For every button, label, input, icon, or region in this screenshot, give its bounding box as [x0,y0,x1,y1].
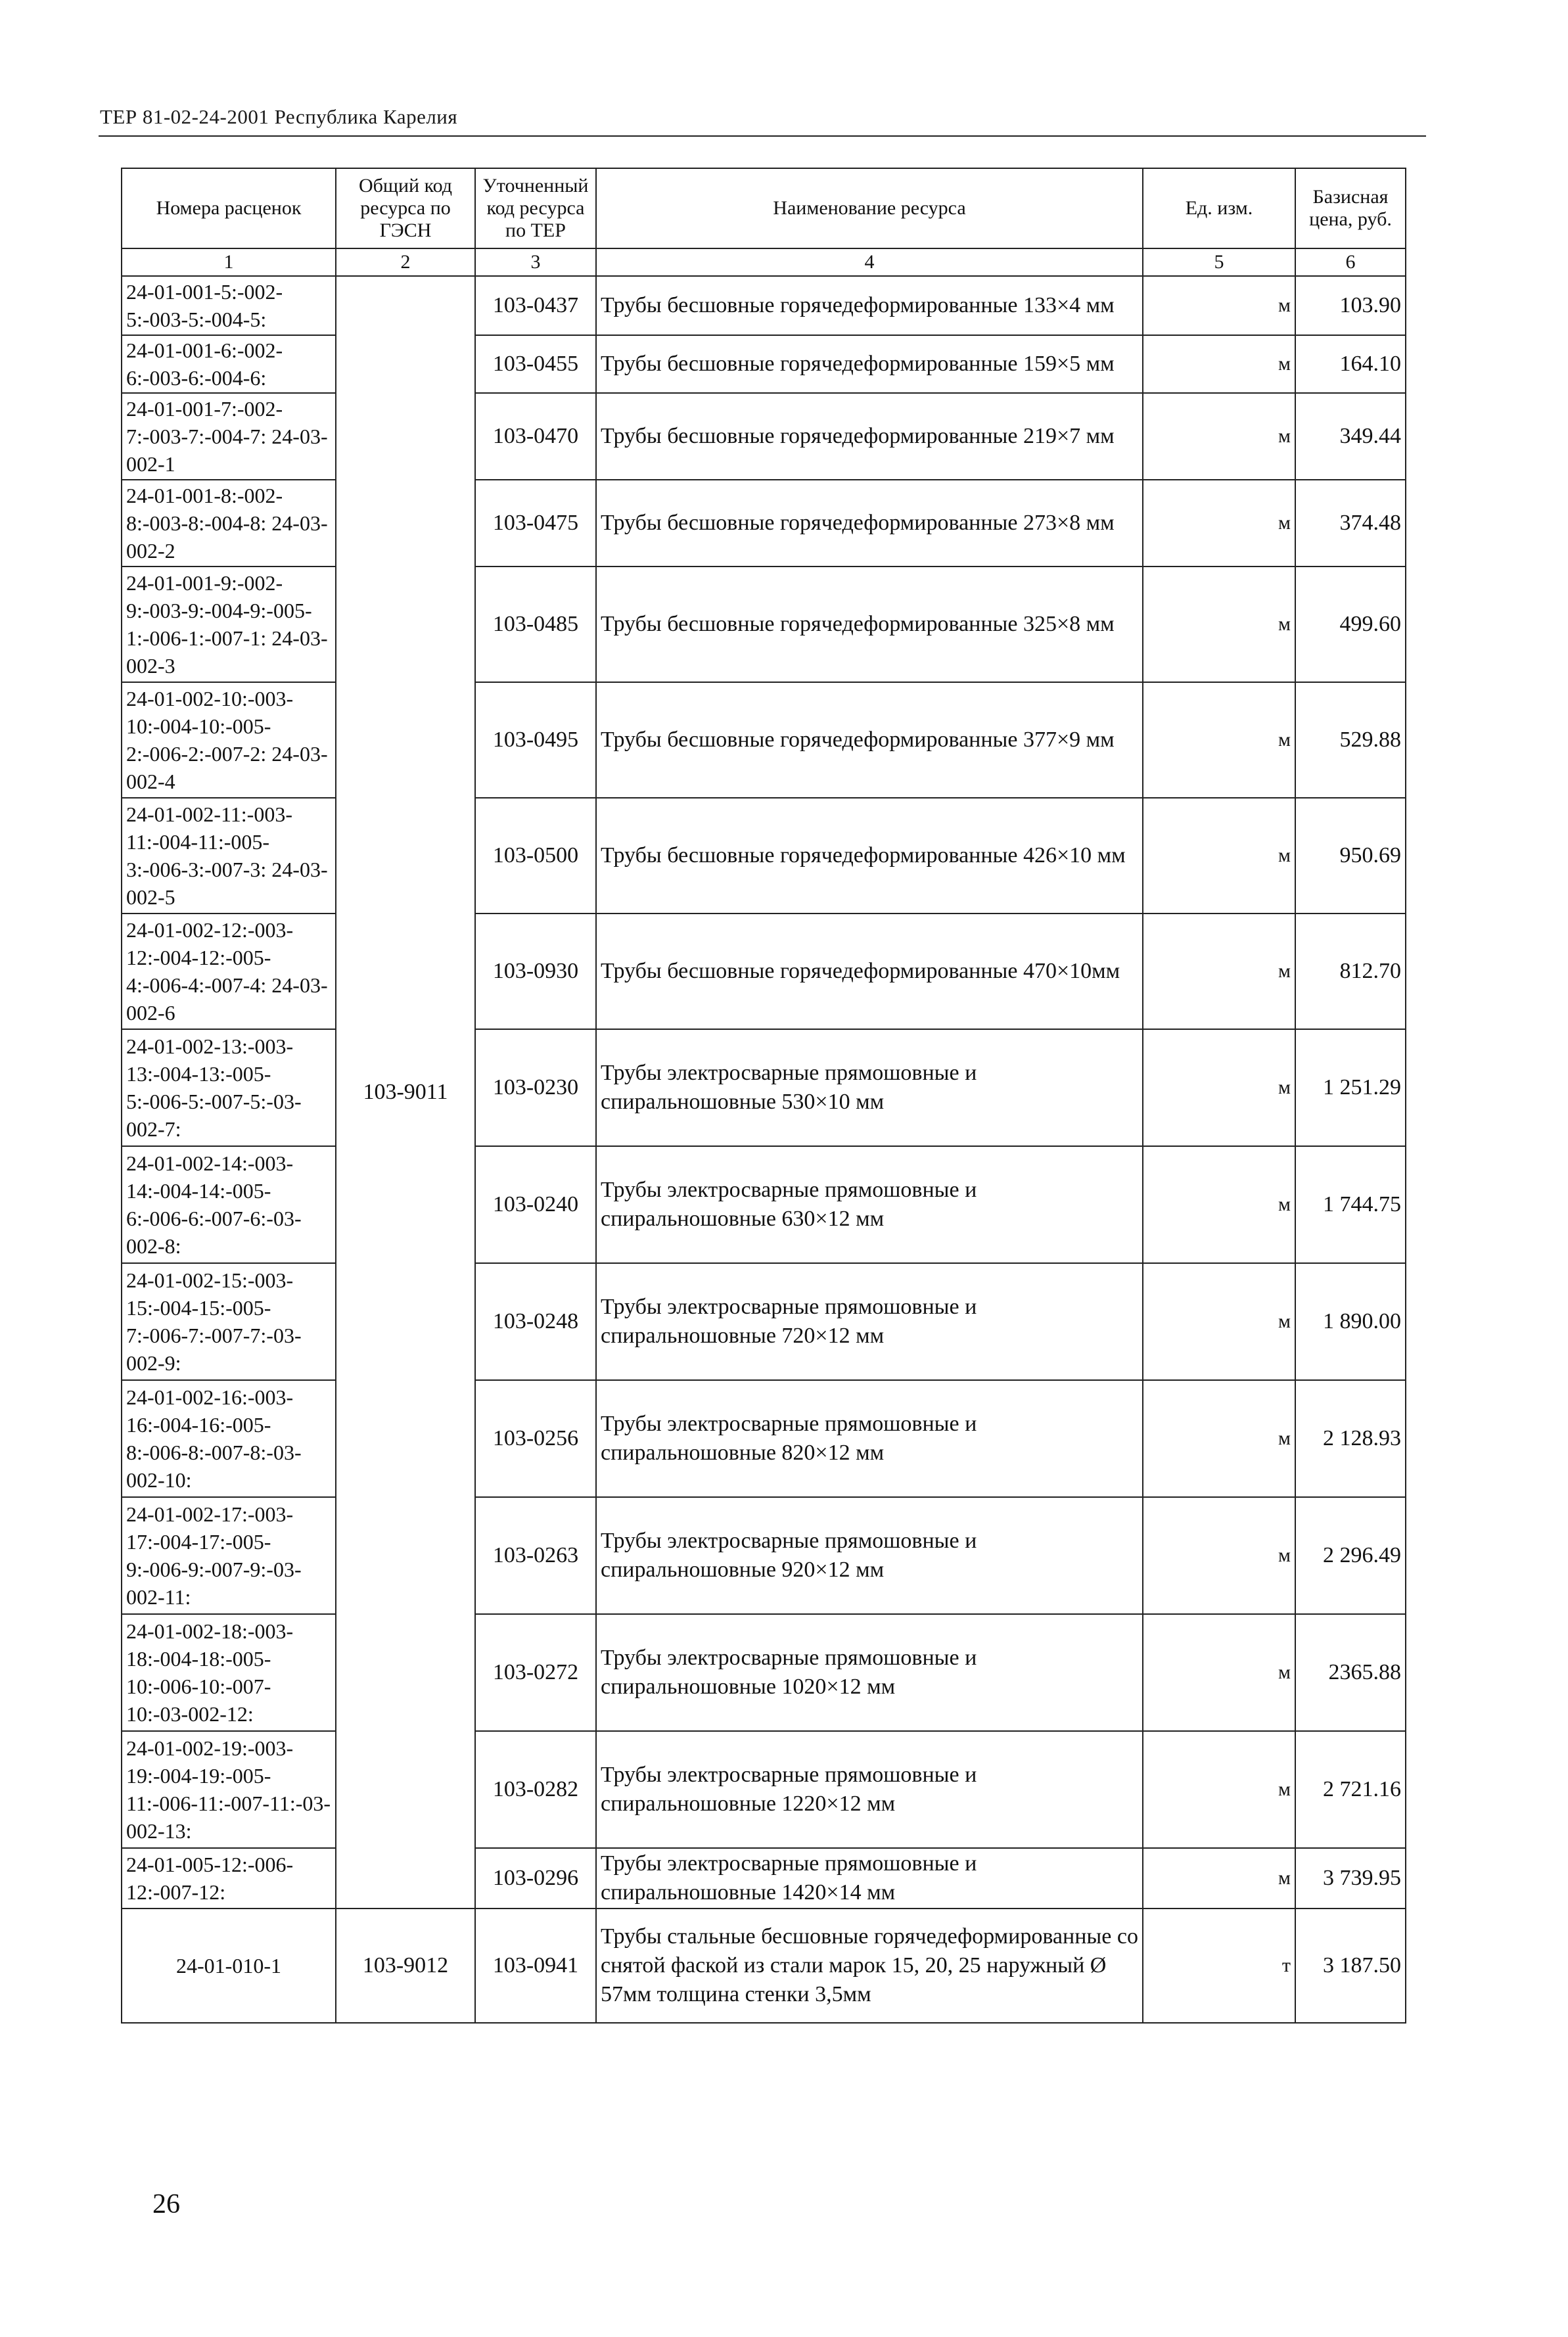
resource-name: Трубы бесшовные горячедеформированные 219×7 мм [596,393,1143,480]
table-row [122,1380,1406,1497]
col-number: 5 [1143,248,1295,276]
base-price: 1 744.75 [1295,1146,1406,1263]
resource-name: Трубы бесшовные горячедеформированные 426×10 мм [596,798,1143,914]
table-row [122,914,1406,1029]
base-price: 1 251.29 [1295,1029,1406,1146]
base-price: 349.44 [1295,393,1406,480]
base-price: 2 296.49 [1295,1497,1406,1614]
unit: м [1143,1263,1295,1380]
page-number: 26 [152,2189,180,2219]
ter-code: 103-0256 [475,1380,596,1497]
ter-code: 103-0240 [475,1146,596,1263]
rate-codes: 24-01-002-10:-003-10:-004-10:-005-2:-006-2:-007-2: 24-03-002-4 [122,682,336,798]
base-price: 103.90 [1295,276,1406,335]
resource-name: Трубы бесшовные горячедеформированные 273×8 мм [596,480,1143,567]
unit: м [1143,1614,1295,1731]
table-header-row [122,168,1406,248]
unit: м [1143,1731,1295,1848]
unit: м [1143,1848,1295,1909]
unit: м [1143,682,1295,798]
ter-code: 103-0455 [475,335,596,393]
col-number: 6 [1295,248,1406,276]
base-price: 529.88 [1295,682,1406,798]
unit: м [1143,1497,1295,1614]
unit: м [1143,335,1295,393]
column-number-row [122,248,1406,276]
base-price: 164.10 [1295,335,1406,393]
rate-codes: 24-01-002-11:-003-11:-004-11:-005-3:-006-3:-007-3: 24-03-002-5 [122,798,336,914]
resource-name: Трубы электросварные прямошовные и спиральношовные 920×12 мм [596,1497,1143,1614]
unit: м [1143,914,1295,1029]
table-row [122,798,1406,914]
ter-code: 103-0296 [475,1848,596,1909]
ter-code: 103-0500 [475,798,596,914]
ter-code: 103-0470 [475,393,596,480]
ter-code: 103-0248 [475,1263,596,1380]
rate-codes: 24-01-002-15:-003-15:-004-15:-005-7:-006-7:-007-7:-03-002-9: [122,1263,336,1380]
resource-name: Трубы электросварные прямошовные и спиральношовные 1220×12 мм [596,1731,1143,1848]
rate-codes: 24-01-001-8:-002-8:-003-8:-004-8: 24-03-002-2 [122,480,336,567]
col-number: 1 [122,248,336,276]
gesn-code: 103-9011 [336,276,475,1909]
ter-code: 103-0475 [475,480,596,567]
ter-code: 103-0230 [475,1029,596,1146]
ter-code: 103-0272 [475,1614,596,1731]
col-header-unit: Ед. изм. [1143,168,1295,248]
resource-name: Трубы бесшовные горячедеформированные 159×5 мм [596,335,1143,393]
resource-name: Трубы бесшовные горячедеформированные 133×4 мм [596,276,1143,335]
base-price: 1 890.00 [1295,1263,1406,1380]
table-row [122,276,1406,335]
table-row [122,1909,1406,2023]
table-row [122,480,1406,567]
ter-code: 103-0437 [475,276,596,335]
unit: т [1143,1909,1295,2023]
base-price: 2365.88 [1295,1614,1406,1731]
ter-code: 103-0495 [475,682,596,798]
unit: м [1143,276,1295,335]
col-number: 4 [596,248,1143,276]
base-price: 374.48 [1295,480,1406,567]
rate-codes: 24-01-001-6:-002-6:-003-6:-004-6: [122,335,336,393]
rate-codes: 24-01-005-12:-006-12:-007-12: [122,1848,336,1909]
ter-code: 103-0930 [475,914,596,1029]
unit: м [1143,480,1295,567]
unit: м [1143,393,1295,480]
table-row [122,567,1406,682]
base-price: 3 187.50 [1295,1909,1406,2023]
table-row [122,1029,1406,1146]
page-header-title: ТЕР 81-02-24-2001 Республика Карелия [100,105,458,128]
unit: м [1143,1146,1295,1263]
table-row [122,1731,1406,1848]
resource-name: Трубы электросварные прямошовные и спиральношовные 1420×14 мм [596,1848,1143,1909]
col-header-codes: Номера расценок [122,168,336,248]
base-price: 3 739.95 [1295,1848,1406,1909]
ter-code: 103-0263 [475,1497,596,1614]
rate-codes: 24-01-002-19:-003-19:-004-19:-005-11:-006-11:-007-11:-03-002-13: [122,1731,336,1848]
rate-codes: 24-01-002-16:-003-16:-004-16:-005-8:-006-8:-007-8:-03-002-10: [122,1380,336,1497]
resource-name: Трубы электросварные прямошовные и спиральношовные 1020×12 мм [596,1614,1143,1731]
table-row [122,1614,1406,1731]
col-number: 2 [336,248,475,276]
base-price: 812.70 [1295,914,1406,1029]
table-row [122,1497,1406,1614]
unit: м [1143,798,1295,914]
gesn-code: 103-9012 [336,1909,475,2023]
rate-codes: 24-01-001-9:-002-9:-003-9:-004-9:-005-1:-006-1:-007-1: 24-03-002-3 [122,567,336,682]
col-header-name: Наименование ресурса [596,168,1143,248]
resource-name: Трубы электросварные прямошовные и спиральношовные 630×12 мм [596,1146,1143,1263]
table-row [122,1263,1406,1380]
col-header-price: Базисная цена, руб. [1295,168,1406,248]
resource-name: Трубы бесшовные горячедеформированные 325×8 мм [596,567,1143,682]
rate-codes: 24-01-002-13:-003-13:-004-13:-005-5:-006-5:-007-5:-03-002-7: [122,1029,336,1146]
rate-codes: 24-01-002-18:-003-18:-004-18:-005-10:-006-10:-007-10:-03-002-12: [122,1614,336,1731]
header-rule [99,135,1426,137]
rate-codes: 24-01-001-7:-002-7:-003-7:-004-7: 24-03-002-1 [122,393,336,480]
ter-code: 103-0282 [475,1731,596,1848]
base-price: 499.60 [1295,567,1406,682]
ter-code: 103-0485 [475,567,596,682]
unit: м [1143,1029,1295,1146]
unit: м [1143,567,1295,682]
rate-codes: 24-01-002-17:-003-17:-004-17:-005-9:-006-9:-007-9:-03-002-11: [122,1497,336,1614]
resource-name: Трубы электросварные прямошовные и спиральношовные 530×10 мм [596,1029,1143,1146]
col-header-ter: Уточненный код ресурса по ТЕР [475,168,596,248]
ter-code: 103-0941 [475,1909,596,2023]
table-row [122,682,1406,798]
rate-codes: 24-01-010-1 [122,1909,336,2023]
resource-name: Трубы электросварные прямошовные и спиральношовные 820×12 мм [596,1380,1143,1497]
rate-codes: 24-01-001-5:-002-5:-003-5:-004-5: [122,276,336,335]
table-row [122,1848,1406,1909]
resource-table [121,168,1406,2024]
base-price: 950.69 [1295,798,1406,914]
resource-name: Трубы электросварные прямошовные и спиральношовные 720×12 мм [596,1263,1143,1380]
rate-codes: 24-01-002-14:-003-14:-004-14:-005-6:-006-6:-007-6:-03-002-8: [122,1146,336,1263]
col-number: 3 [475,248,596,276]
resource-name: Трубы стальные бесшовные горячедеформированные со снятой фаской из стали марок 15, 20, 25 наружный Ø 57мм толщина стенки 3,5мм [596,1909,1143,2023]
unit: м [1143,1380,1295,1497]
base-price: 2 721.16 [1295,1731,1406,1848]
base-price: 2 128.93 [1295,1380,1406,1497]
resource-name: Трубы бесшовные горячедеформированные 470×10мм [596,914,1143,1029]
col-header-gesn: Общий код ресурса по ГЭСН [336,168,475,248]
rate-codes: 24-01-002-12:-003-12:-004-12:-005-4:-006-4:-007-4: 24-03-002-6 [122,914,336,1029]
table-row [122,335,1406,393]
resource-name: Трубы бесшовные горячедеформированные 377×9 мм [596,682,1143,798]
table-row [122,1146,1406,1263]
table-row [122,393,1406,480]
